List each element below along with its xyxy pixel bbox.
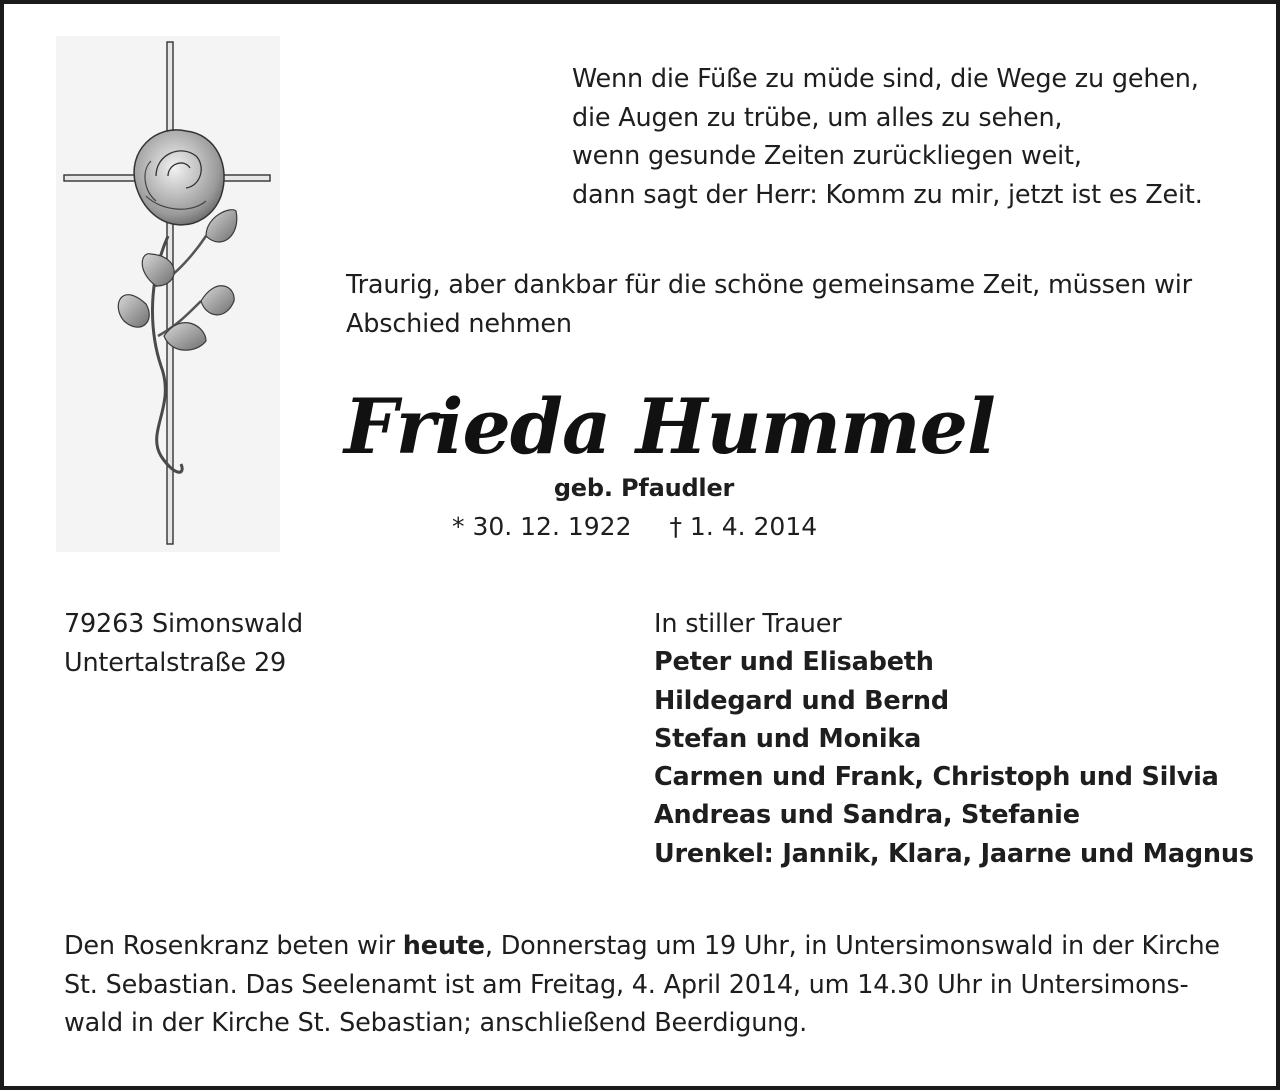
notice-line xyxy=(64,927,1220,966)
intro-line: Traurig, aber dankbar für die schöne gemeinsame Zeit, müssen wir xyxy=(346,270,1192,300)
mourner-name: Stefan und Monika xyxy=(654,723,922,754)
intro-line: Abschied nehmen xyxy=(346,308,572,339)
birth-date: * 30. 12. 1922 xyxy=(452,512,632,541)
notice-line: wald in der Kirche St. Sebastian; anschließend Beerdigung. xyxy=(64,1008,808,1038)
address-line: 79263 Simonswald xyxy=(64,609,303,639)
poem-line: dann sagt der Herr: Komm zu mir, jetzt ist es Zeit. xyxy=(572,179,1203,210)
mourner-name: Peter und Elisabeth xyxy=(654,647,934,678)
birth-name: geb. Pfaudler xyxy=(553,474,735,502)
notice-text: , Donnerstag um 19 Uhr, in Untersimonswald in der Kirche xyxy=(484,931,1220,961)
notice-line: St. Sebastian. Das Seelenamt ist am Freitag, 4. April 2014, um 14.30 Uhr in Untersimons- xyxy=(64,969,1189,1000)
poem xyxy=(572,60,1203,214)
notice-text: Den Rosenkranz beten wir xyxy=(64,931,403,961)
poem-line: die Augen zu trübe, um alles zu sehen, xyxy=(572,102,1063,133)
address xyxy=(64,605,303,682)
life-dates xyxy=(452,512,817,541)
notice-emphasis: heute xyxy=(402,931,485,961)
intro-text xyxy=(346,266,1226,343)
mourner-name: Urenkel: Jannik, Klara, Jaarne und Magnus xyxy=(654,838,1254,869)
mourners-heading: In stiller Trauer xyxy=(654,609,842,639)
funeral-notice xyxy=(64,927,1220,1043)
mourner-name: Hildegard und Bernd xyxy=(654,685,949,716)
death-date: † 1. 4. 2014 xyxy=(669,512,818,541)
mourner-name: Andreas und Sandra, Stefanie xyxy=(654,800,1080,831)
mourner-name: Carmen und Frank, Christoph und Silvia xyxy=(654,762,1219,793)
deceased-name: Frieda Hummel xyxy=(344,382,995,471)
poem-line: Wenn die Füße zu müde sind, die Wege zu gehen, xyxy=(572,64,1199,94)
address-line: Untertalstraße 29 xyxy=(64,647,287,678)
mourners-block xyxy=(654,605,1254,873)
poem-line: wenn gesunde Zeiten zurückliegen weit, xyxy=(572,141,1082,171)
